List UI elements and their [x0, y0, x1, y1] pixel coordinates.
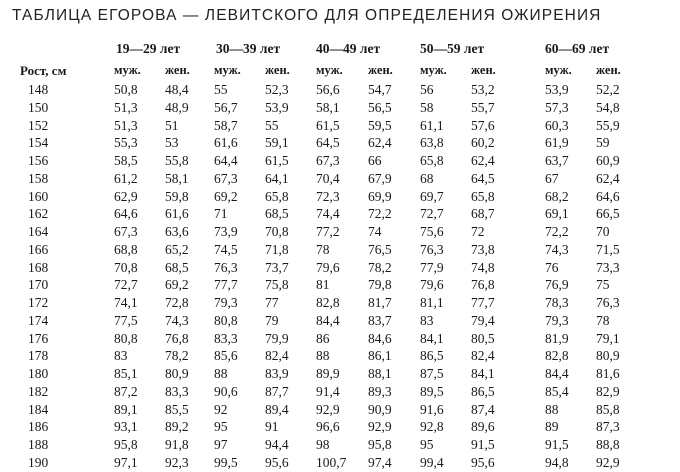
male-weight-cell: 92: [214, 401, 228, 417]
height-cell: 154: [28, 135, 49, 151]
female-weight-cell: 74,3: [165, 312, 189, 328]
female-weight-cell: 82,9: [596, 383, 620, 399]
male-weight-cell: 85,4: [545, 383, 569, 399]
female-weight-cell: 79,1: [596, 330, 620, 346]
male-weight-cell: 78,3: [545, 295, 569, 310]
male-weight-cell: 51,3: [114, 117, 138, 133]
male-weight-cell: 68: [420, 170, 434, 186]
female-weight-cell: 83,9: [265, 366, 289, 381]
female-weight-cell: 53,9: [265, 99, 289, 115]
female-weight-cell: 76,3: [596, 295, 620, 310]
height-cell: 172: [28, 295, 49, 310]
table-row: [0, 454, 680, 472]
female-weight-cell: 97,4: [368, 454, 392, 470]
male-weight-cell: 61,2: [114, 170, 138, 186]
male-weight-cell: 92,8: [420, 419, 444, 435]
female-weight-cell: 62,4: [596, 170, 620, 186]
male-weight-cell: 91,5: [545, 437, 569, 452]
table-row: [0, 365, 680, 383]
female-weight-cell: 84,1: [471, 366, 495, 381]
male-weight-cell: 98: [316, 437, 330, 452]
height-cell: 184: [28, 401, 49, 417]
female-weight-cell: 79: [265, 312, 279, 328]
female-weight-cell: 79,9: [265, 330, 289, 346]
male-column-header: муж.: [214, 63, 241, 77]
table-row: [0, 205, 680, 223]
table-row: [0, 223, 680, 241]
female-weight-cell: 81,6: [596, 366, 620, 381]
female-weight-cell: 91,8: [165, 437, 189, 452]
height-cell: 174: [28, 312, 49, 328]
male-weight-cell: 91,4: [316, 383, 340, 399]
female-weight-cell: 65,2: [165, 241, 189, 257]
female-weight-cell: 60,2: [471, 135, 495, 151]
female-weight-cell: 51: [165, 117, 179, 133]
female-weight-cell: 63,6: [165, 224, 189, 239]
male-weight-cell: 85,1: [114, 366, 138, 381]
female-weight-cell: 70,8: [265, 224, 289, 239]
female-weight-cell: 59,1: [265, 135, 289, 151]
table-row: [0, 99, 680, 117]
male-weight-cell: 65,8: [420, 153, 444, 168]
male-weight-cell: 56,7: [214, 99, 238, 115]
male-weight-cell: 79,6: [316, 259, 340, 275]
female-weight-cell: 72,8: [165, 295, 189, 310]
female-weight-cell: 80,9: [165, 366, 189, 381]
male-weight-cell: 89,1: [114, 401, 138, 417]
male-weight-cell: 80,8: [114, 330, 138, 346]
table-row: [0, 134, 680, 152]
female-weight-cell: 54,8: [596, 99, 620, 115]
male-weight-cell: 85,6: [214, 348, 238, 364]
female-weight-cell: 52,3: [265, 82, 289, 97]
female-weight-cell: 78,2: [368, 259, 392, 275]
female-weight-cell: 68,5: [265, 206, 289, 222]
male-weight-cell: 99,5: [214, 454, 238, 470]
female-weight-cell: 89,4: [265, 401, 289, 417]
female-weight-cell: 66: [368, 153, 382, 168]
male-weight-cell: 95: [420, 437, 434, 452]
female-column-header: жен.: [596, 63, 621, 77]
male-weight-cell: 62,9: [114, 188, 138, 204]
male-weight-cell: 88: [316, 348, 330, 364]
male-weight-cell: 77,7: [214, 277, 238, 293]
female-weight-cell: 80,9: [596, 348, 620, 364]
male-weight-cell: 63,7: [545, 153, 569, 168]
female-weight-cell: 95,6: [471, 454, 495, 470]
male-weight-cell: 91,6: [420, 401, 444, 417]
female-weight-cell: 48,4: [165, 82, 189, 97]
table-row: [0, 312, 680, 330]
male-weight-cell: 67,3: [214, 170, 238, 186]
male-weight-cell: 56,6: [316, 82, 340, 97]
male-weight-cell: 69,1: [545, 206, 569, 222]
height-cell: 148: [28, 82, 49, 97]
female-weight-cell: 95,6: [265, 454, 289, 470]
male-weight-cell: 81,9: [545, 330, 569, 346]
male-weight-cell: 74,1: [114, 295, 138, 310]
male-weight-cell: 88: [214, 366, 228, 381]
male-weight-cell: 64,5: [316, 135, 340, 151]
male-weight-cell: 97,1: [114, 454, 138, 470]
female-weight-cell: 75: [596, 277, 610, 293]
female-weight-cell: 95,8: [368, 437, 392, 452]
male-weight-cell: 88: [545, 401, 559, 417]
male-weight-cell: 96,6: [316, 419, 340, 435]
male-weight-cell: 68,8: [114, 241, 138, 257]
female-column-header: жен.: [265, 63, 290, 77]
height-cell: 178: [28, 348, 49, 364]
female-weight-cell: 72: [471, 224, 485, 239]
male-weight-cell: 58,1: [316, 99, 340, 115]
female-weight-cell: 83,3: [165, 383, 189, 399]
female-weight-cell: 55,9: [596, 117, 620, 133]
male-weight-cell: 61,1: [420, 117, 444, 133]
female-weight-cell: 53: [165, 135, 179, 151]
male-weight-cell: 55: [214, 82, 228, 97]
female-weight-cell: 64,6: [596, 188, 620, 204]
female-weight-cell: 48,9: [165, 99, 189, 115]
male-weight-cell: 72,7: [420, 206, 444, 222]
male-weight-cell: 89: [545, 419, 559, 435]
male-weight-cell: 87,5: [420, 366, 444, 381]
male-weight-cell: 70,4: [316, 170, 340, 186]
male-weight-cell: 77,9: [420, 259, 444, 275]
table-row: [0, 436, 680, 454]
male-weight-cell: 95,8: [114, 437, 138, 452]
female-weight-cell: 59,5: [368, 117, 392, 133]
female-weight-cell: 94,4: [265, 437, 289, 452]
male-column-header: муж.: [420, 63, 447, 77]
male-weight-cell: 99,4: [420, 454, 444, 470]
height-cell: 158: [28, 170, 49, 186]
page-title: ТАБЛИЦА ЕГОРОВА — ЛЕВИТСКОГО ДЛЯ ОПРЕДЕЛЕНИЯ ОЖИРЕНИЯ: [12, 7, 602, 24]
male-weight-cell: 76,9: [545, 277, 569, 293]
female-weight-cell: 73,7: [265, 259, 289, 275]
male-weight-cell: 78: [316, 241, 330, 257]
age-group-header: 40—49 лет: [316, 41, 381, 56]
female-weight-cell: 80,5: [471, 330, 495, 346]
female-weight-cell: 88,8: [596, 437, 620, 452]
male-weight-cell: 82,8: [545, 348, 569, 364]
male-weight-cell: 76,3: [214, 259, 238, 275]
male-weight-cell: 76,3: [420, 241, 444, 257]
female-weight-cell: 61,6: [165, 206, 189, 222]
female-weight-cell: 52,2: [596, 82, 620, 97]
table-row: [0, 188, 680, 206]
male-weight-cell: 58: [420, 99, 434, 115]
male-weight-cell: 69,7: [420, 188, 444, 204]
female-weight-cell: 77: [265, 295, 279, 310]
age-group-header: 50—59 лет: [420, 41, 485, 56]
female-weight-cell: 71,8: [265, 241, 289, 257]
male-weight-cell: 83: [420, 312, 434, 328]
male-weight-cell: 90,6: [214, 383, 238, 399]
female-weight-cell: 68,7: [471, 206, 495, 222]
height-cell: 190: [28, 454, 49, 470]
male-weight-cell: 74,5: [214, 241, 238, 257]
female-weight-cell: 89,3: [368, 383, 392, 399]
male-weight-cell: 58,7: [214, 117, 238, 133]
female-weight-cell: 85,8: [596, 401, 620, 417]
height-cell: 150: [28, 99, 49, 115]
female-weight-cell: 72,2: [368, 206, 392, 222]
male-weight-cell: 73,9: [214, 224, 238, 239]
male-weight-cell: 81,1: [420, 295, 444, 310]
male-weight-cell: 77,5: [114, 312, 138, 328]
male-weight-cell: 93,1: [114, 419, 138, 435]
female-weight-cell: 73,3: [596, 259, 620, 275]
age-group-header: 60—69 лет: [545, 41, 610, 56]
height-cell: 164: [28, 224, 49, 239]
female-weight-cell: 85,5: [165, 401, 189, 417]
female-weight-cell: 87,3: [596, 419, 620, 435]
female-weight-cell: 61,5: [265, 153, 289, 168]
height-cell: 162: [28, 206, 49, 222]
female-weight-cell: 56,5: [368, 99, 392, 115]
female-weight-cell: 70: [596, 224, 610, 239]
male-weight-cell: 86: [316, 330, 330, 346]
female-weight-cell: 55: [265, 117, 279, 133]
male-weight-cell: 89,9: [316, 366, 340, 381]
height-cell: 168: [28, 259, 49, 275]
male-weight-cell: 70,8: [114, 259, 138, 275]
female-weight-cell: 71,5: [596, 241, 620, 257]
female-weight-cell: 59: [596, 135, 610, 151]
male-weight-cell: 67,3: [316, 153, 340, 168]
male-weight-cell: 61,9: [545, 135, 569, 151]
male-weight-cell: 63,8: [420, 135, 444, 151]
female-weight-cell: 78,2: [165, 348, 189, 364]
female-weight-cell: 67,9: [368, 170, 392, 186]
male-weight-cell: 50,8: [114, 82, 138, 97]
female-weight-cell: 87,4: [471, 401, 495, 417]
female-weight-cell: 62,4: [471, 153, 495, 168]
male-weight-cell: 86,5: [420, 348, 444, 364]
height-cell: 160: [28, 188, 49, 204]
female-weight-cell: 60,9: [596, 153, 620, 168]
male-weight-cell: 84,4: [545, 366, 569, 381]
male-weight-cell: 80,8: [214, 312, 238, 328]
female-weight-cell: 53,2: [471, 82, 495, 97]
female-column-header: жен.: [165, 63, 190, 77]
height-cell: 170: [28, 277, 49, 293]
male-weight-cell: 55,3: [114, 135, 138, 151]
height-cell: 180: [28, 366, 49, 381]
table-row: [0, 294, 680, 312]
male-weight-cell: 74,3: [545, 241, 569, 257]
male-weight-cell: 74,4: [316, 206, 340, 222]
table-row: [0, 259, 680, 277]
female-weight-cell: 57,6: [471, 117, 495, 133]
female-weight-cell: 74: [368, 224, 382, 239]
female-weight-cell: 66,5: [596, 206, 620, 222]
height-cell: 176: [28, 330, 49, 346]
female-weight-cell: 74,8: [471, 259, 495, 275]
female-weight-cell: 92,9: [368, 419, 392, 435]
male-weight-cell: 87,2: [114, 383, 138, 399]
male-weight-cell: 64,4: [214, 153, 238, 168]
table-row: [0, 276, 680, 294]
female-weight-cell: 62,4: [368, 135, 392, 151]
male-weight-cell: 61,5: [316, 117, 340, 133]
female-weight-cell: 68,5: [165, 259, 189, 275]
female-weight-cell: 54,7: [368, 82, 392, 97]
height-cell: 156: [28, 153, 49, 168]
male-weight-cell: 69,2: [214, 188, 238, 204]
male-weight-cell: 51,3: [114, 99, 138, 115]
female-weight-cell: 79,8: [368, 277, 392, 293]
female-column-header: жен.: [368, 63, 393, 77]
female-weight-cell: 92,9: [596, 454, 620, 470]
female-weight-cell: 86,1: [368, 348, 392, 364]
female-weight-cell: 79,4: [471, 312, 495, 328]
female-weight-cell: 76,8: [165, 330, 189, 346]
female-weight-cell: 78: [596, 312, 610, 328]
male-weight-cell: 61,6: [214, 135, 238, 151]
female-weight-cell: 82,4: [471, 348, 495, 364]
female-weight-cell: 59,8: [165, 188, 189, 204]
male-column-header: муж.: [545, 63, 572, 77]
table-row: [0, 383, 680, 401]
female-weight-cell: 75,8: [265, 277, 289, 293]
male-weight-cell: 94,8: [545, 454, 569, 470]
male-weight-cell: 68,2: [545, 188, 569, 204]
male-weight-cell: 71: [214, 206, 228, 222]
male-weight-cell: 67: [545, 170, 559, 186]
male-weight-cell: 83,3: [214, 330, 238, 346]
female-weight-cell: 86,5: [471, 383, 495, 399]
age-group-header: 19—29 лет: [116, 41, 181, 56]
female-weight-cell: 64,5: [471, 170, 495, 186]
female-weight-cell: 87,7: [265, 383, 289, 399]
female-weight-cell: 90,9: [368, 401, 392, 417]
female-weight-cell: 58,1: [165, 170, 189, 186]
male-weight-cell: 72,7: [114, 277, 138, 293]
height-cell: 182: [28, 383, 49, 399]
table-row: [0, 117, 680, 135]
table-row: [0, 401, 680, 419]
female-weight-cell: 55,7: [471, 99, 495, 115]
female-weight-cell: 89,2: [165, 419, 189, 435]
female-weight-cell: 91: [265, 419, 279, 435]
male-weight-cell: 79,6: [420, 277, 444, 293]
male-weight-cell: 60,3: [545, 117, 569, 133]
female-weight-cell: 65,8: [471, 188, 495, 204]
male-weight-cell: 97: [214, 437, 228, 452]
female-weight-cell: 83,7: [368, 312, 392, 328]
female-weight-cell: 92,3: [165, 454, 189, 470]
male-column-header: муж.: [316, 63, 343, 77]
male-weight-cell: 84,4: [316, 312, 340, 328]
female-weight-cell: 73,8: [471, 241, 495, 257]
male-weight-cell: 72,2: [545, 224, 569, 239]
female-weight-cell: 82,4: [265, 348, 289, 364]
female-weight-cell: 77,7: [471, 295, 495, 310]
male-weight-cell: 77,2: [316, 224, 340, 239]
table-row: [0, 241, 680, 259]
height-cell: 152: [28, 117, 49, 133]
female-weight-cell: 69,9: [368, 188, 392, 204]
table-row: [0, 170, 680, 188]
male-weight-cell: 89,5: [420, 383, 444, 399]
height-column-header: Рост, см: [20, 63, 67, 78]
female-column-header: жен.: [471, 63, 496, 77]
table-row: [0, 418, 680, 436]
female-weight-cell: 65,8: [265, 188, 289, 204]
male-weight-cell: 67,3: [114, 224, 138, 239]
male-weight-cell: 64,6: [114, 206, 138, 222]
male-weight-cell: 81: [316, 277, 330, 293]
male-weight-cell: 76: [545, 259, 559, 275]
height-cell: 166: [28, 241, 49, 257]
table-row: [0, 347, 680, 365]
female-weight-cell: 55,8: [165, 153, 189, 168]
age-group-header: 30—39 лет: [216, 41, 281, 56]
female-weight-cell: 76,8: [471, 277, 495, 293]
female-weight-cell: 76,5: [368, 241, 392, 257]
table-row: [0, 81, 680, 99]
male-weight-cell: 58,5: [114, 153, 138, 168]
female-weight-cell: 64,1: [265, 170, 289, 186]
female-weight-cell: 88,1: [368, 366, 392, 381]
height-cell: 186: [28, 419, 49, 435]
female-weight-cell: 69,2: [165, 277, 189, 293]
female-weight-cell: 91,5: [471, 437, 495, 452]
table-row: [0, 330, 680, 348]
male-weight-cell: 72,3: [316, 188, 340, 204]
female-weight-cell: 89,6: [471, 419, 495, 435]
female-weight-cell: 84,6: [368, 330, 392, 346]
male-weight-cell: 79,3: [545, 312, 569, 328]
male-weight-cell: 84,1: [420, 330, 444, 346]
male-column-header: муж.: [114, 63, 141, 77]
male-weight-cell: 57,3: [545, 99, 569, 115]
male-weight-cell: 75,6: [420, 224, 444, 239]
male-weight-cell: 92,9: [316, 401, 340, 417]
table-row: [0, 152, 680, 170]
male-weight-cell: 79,3: [214, 295, 238, 310]
male-weight-cell: 100,7: [316, 454, 347, 470]
male-weight-cell: 83: [114, 348, 128, 364]
male-weight-cell: 82,8: [316, 295, 340, 310]
female-weight-cell: 81,7: [368, 295, 392, 310]
male-weight-cell: 53,9: [545, 82, 569, 97]
height-cell: 188: [28, 437, 49, 452]
male-weight-cell: 95: [214, 419, 228, 435]
male-weight-cell: 56: [420, 82, 434, 97]
